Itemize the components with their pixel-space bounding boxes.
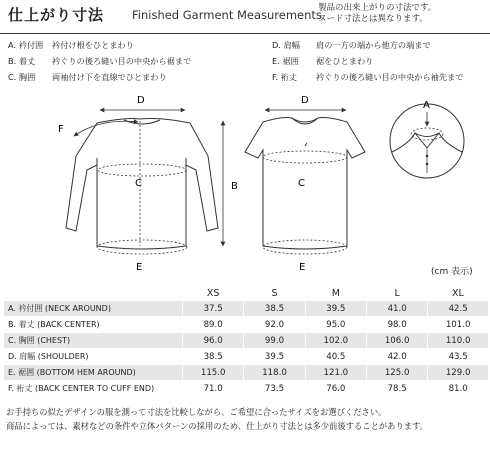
table-row	[4, 349, 488, 365]
footer-note-line2: 商品によっては、素材などの条件や立体パターンの採用のため、仕上がり寸法とは多少前後することがあります。	[6, 421, 428, 431]
legend-key: D. 肩幅	[272, 40, 300, 50]
page-title: 仕上がり寸法	[8, 6, 105, 24]
table-row	[4, 365, 488, 381]
legend-item-c	[8, 72, 167, 83]
table-row	[4, 381, 488, 397]
table-row	[4, 301, 488, 317]
table-row	[4, 317, 488, 333]
table-cell: 40.5	[305, 349, 366, 365]
table-cell: 118.0	[244, 365, 305, 381]
legend-item-a	[8, 40, 134, 51]
unit-note: (cm 表示)	[431, 267, 473, 277]
row-label: C. 胸囲 (CHEST)	[4, 333, 183, 349]
label-d-back: D	[137, 95, 145, 106]
shirt-back-view	[66, 119, 218, 250]
label-d-front: D	[301, 95, 309, 106]
table-cell: 39.5	[305, 301, 366, 317]
table-cell: 110.0	[428, 333, 488, 349]
table-cell: 38.5	[244, 301, 305, 317]
shirt-front-view	[245, 118, 365, 250]
table-cell: 121.0	[305, 365, 366, 381]
header-note-line2: ヌード寸法とは異なります。	[318, 14, 428, 24]
table-cell: 81.0	[428, 381, 488, 397]
legend-key: F. 裄丈	[272, 72, 297, 82]
header	[0, 0, 490, 33]
table-cell: 102.0	[305, 333, 366, 349]
table-cell: 78.5	[366, 381, 427, 397]
column-header: XS	[206, 287, 220, 299]
table-cell: 76.0	[305, 381, 366, 397]
legend-key: C. 胸囲	[8, 72, 36, 82]
table-cell: 106.0	[366, 333, 427, 349]
table-cell: 73.5	[244, 381, 305, 397]
collar-detail	[390, 100, 464, 178]
label-a: A	[423, 100, 430, 111]
size-table	[4, 285, 488, 397]
table-cell: 125.0	[366, 365, 427, 381]
table-cell: 129.0	[428, 365, 488, 381]
table-cell: 38.5	[183, 349, 244, 365]
table-header-row	[4, 285, 488, 301]
header-divider	[0, 33, 490, 34]
table-cell: 42.0	[366, 349, 427, 365]
footer-notes	[6, 405, 428, 433]
table-cell: 101.0	[428, 317, 488, 333]
label-e-front: E	[299, 262, 306, 273]
legend-desc: 衿ぐりの後ろ縫い目の中央から裾まで	[52, 56, 192, 66]
legend-desc: 衿ぐりの後ろ縫い目の中央から袖先まで	[316, 72, 464, 82]
header-note	[318, 3, 436, 25]
table-cell: 99.0	[244, 333, 305, 349]
table-cell: 39.5	[244, 349, 305, 365]
column-header: S	[271, 287, 278, 299]
table-cell: 71.0	[183, 381, 244, 397]
label-f: F	[58, 124, 64, 135]
table-cell: 37.5	[183, 301, 244, 317]
table-cell: 42.5	[428, 301, 488, 317]
legend-desc: 肩の一方の端から他方の端まで	[316, 40, 431, 50]
table-row	[4, 333, 488, 349]
legend-key: A. 衿付囲	[8, 40, 44, 50]
table-cell: 115.0	[183, 365, 244, 381]
label-c-front: C	[298, 178, 305, 189]
row-label: F. 裄丈 (BACK CENTER TO CUFF END)	[4, 381, 183, 397]
label-e-back: E	[136, 262, 143, 273]
row-label: D. 肩幅 (SHOULDER)	[4, 349, 183, 365]
table-cell: 41.0	[366, 301, 427, 317]
legend-key: E. 裾囲	[272, 56, 299, 66]
page-subtitle: Finished Garment Measurements	[132, 8, 322, 22]
column-header: XL	[452, 287, 464, 299]
label-b: B	[231, 181, 238, 192]
table-cell: 96.0	[183, 333, 244, 349]
table-cell: 43.5	[428, 349, 488, 365]
legend-item-e	[272, 56, 373, 67]
table-cell: 89.0	[183, 317, 244, 333]
legend-item-d	[272, 40, 431, 51]
column-header: L	[394, 287, 400, 299]
header-note-line1: 製品の出来上がりの寸法です。	[318, 3, 437, 13]
legend-desc: 衿付け根をひとまわり	[52, 40, 134, 50]
row-label: B. 着丈 (BACK CENTER)	[4, 317, 183, 333]
row-label: A. 衿付囲 (NECK AROUND)	[4, 301, 183, 317]
column-header: M	[331, 287, 340, 299]
footer-note-line1: お手持ちの似たデザインの服を測って寸法を比較しながら、ご希望に合ったサイズをお選びください。	[6, 407, 387, 417]
legend-desc: 裾をひとまわり	[316, 56, 374, 66]
table-cell: 92.0	[244, 317, 305, 333]
table-header-label	[4, 285, 183, 301]
legend-key: B. 着丈	[8, 56, 36, 66]
table-cell: 95.0	[305, 317, 366, 333]
row-label: E. 裾囲 (BOTTOM HEM AROUND)	[4, 365, 183, 381]
label-c-back: C	[135, 178, 142, 189]
legend-item-b	[8, 56, 191, 67]
table-cell: 98.0	[366, 317, 427, 333]
legend-desc: 両袖付け下を直線でひとまわり	[52, 72, 167, 82]
legend-item-f	[272, 72, 463, 83]
